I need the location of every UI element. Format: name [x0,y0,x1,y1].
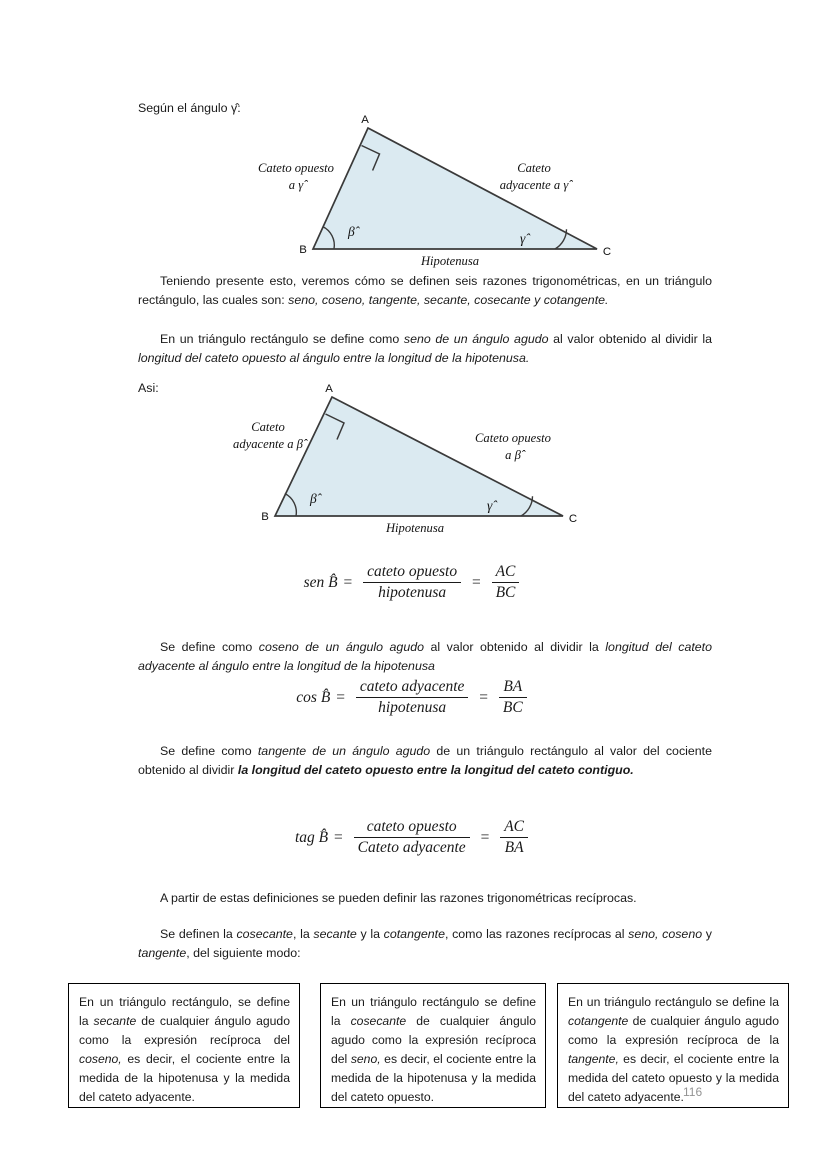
vertex-label-b: B [299,244,307,256]
paragraph-six-ratios [138,272,712,310]
vertex-label-c: C [602,246,612,258]
box2-italic-1: cosecante [350,1013,407,1028]
definition-box-secante [68,983,300,1108]
cosine-equals-2: = [479,688,489,706]
box1-italic-1: secante [93,1013,137,1028]
formula-tangent [0,818,828,857]
sine-equals-1: = [343,573,353,591]
box2-italic-2: seno, [350,1051,381,1066]
box3-italic-1: cotangente [568,1013,629,1028]
p1-text: Teniendo presente esto, veremos cómo se definen seis razones trigonométricas, en un triángulo rectángulo, las cuales son: [138,274,712,307]
figure-triangle-gamma [0,0,828,270]
p2-text-2: al valor obtenido al dividir la [548,332,712,346]
cosine-denominator: hipotenusa [356,697,469,717]
cosine-name: cos B̂ [296,688,331,706]
p4-text-2: de un triángulo rectángulo al valor del cociente obtenido al dividir [138,744,713,777]
p4-italic-1: tangente de un ángulo agudo [257,744,431,758]
formula-sine [0,563,828,602]
box1-text-1: En un triángulo rectángulo, se define la [79,995,290,1028]
p4-text-1: Se define como [160,744,258,758]
p6-italic-4: seno, coseno [628,927,703,941]
leg-opposite-label-line2: a γ̂ [288,178,304,192]
paragraph-reciprocal-intro [138,889,712,908]
triangle-beta-svg [0,385,828,540]
paragraph-cosine-definition [138,638,712,676]
vertex-label-c: C [568,513,578,525]
tangent-denominator: Cateto adyacente [354,837,470,857]
leg-adjacent-label-line1: Cateto [517,161,551,175]
p2-text-1: En un triángulo rectángulo se define como [160,332,404,346]
p6-text-3: y la [356,927,384,941]
triangle-gamma-svg [0,0,828,270]
box1-text-2: de cualquier ángulo agudo como la expresión recíproca del [79,1013,290,1047]
p2-italic-2: longitud del cateto opuesto al ángulo entre la longitud de la hipotenusa. [138,350,530,365]
tangent-equals-1: = [334,828,343,846]
sine-numerator: cateto opuesto [367,563,458,580]
box3-text-1: En un triángulo rectángulo se define la [568,995,779,1009]
cosine-numerator: cateto adyacente [359,678,465,695]
paragraph-reciprocal-list [138,925,712,963]
cosine-result-fraction [499,678,527,717]
figure-triangle-beta [0,385,828,540]
definition-box-cotangente [557,983,789,1108]
tangent-result-fraction [500,818,528,857]
p3-text-2: al valor obtenido al dividir la [424,640,606,654]
leg-opposite-label-line2: a β̂ [505,448,521,462]
p6-italic-3: cotangente [383,927,445,941]
definition-boxes-row [68,983,790,1108]
tangent-result-denominator: BA [500,837,528,857]
p6-italic-5: tangente [138,945,187,960]
p6-text-5: y [702,927,712,941]
p3-text-1: Se define como [160,640,259,654]
hypotenuse-label: Hipotenusa [420,254,480,268]
section-intro-label: Según el ángulo γ̂: [138,101,241,115]
sine-result-denominator: BC [492,582,520,602]
cosine-fraction [356,678,469,717]
paragraph-tangent-definition [138,742,712,780]
box1-text-3: es decir, el cociente entre la medida de la hipotenusa y la medida del cateto adyacente. [79,1051,290,1104]
p6-text-4: , como las razones recíprocas al [444,927,629,941]
angle-label-gamma: γ̂ [520,231,526,246]
sine-denominator: hipotenusa [363,582,461,602]
page-number: 116 [683,1085,703,1099]
tangent-fraction [354,818,470,857]
hypotenuse-label: Hipotenusa [385,521,445,535]
leg-adjacent-label-line2: adyacente a β̂ [233,437,303,451]
angle-label-gamma: γ̂ [487,498,493,513]
tangent-equals-2: = [480,828,490,846]
box3-italic-2: tangente, [568,1051,619,1066]
paragraph-sine-definition [138,330,712,368]
vertex-label-b: B [261,511,269,523]
leg-adjacent-label-line1: Cateto [251,420,285,434]
sine-result-fraction [492,563,520,602]
p3-italic-1: coseno de un ángulo agudo [258,640,424,654]
p6-text-1: Se definen la [160,927,237,941]
angle-label-beta: β̂ [310,491,317,506]
p6-italic-2: secante [313,927,357,941]
box2-text-2: de cualquier ángulo agudo como la expresión recíproca del [331,1013,536,1066]
cosine-result-denominator: BC [499,697,527,717]
sine-result-numerator: AC [495,563,516,580]
p6-text-6: , del siguiente modo: [186,945,301,960]
definition-box-cosecante [320,983,546,1108]
p6-text-2: , la [292,927,314,941]
p5-text: A partir de estas definiciones se pueden definir las razones trigonométricas recíprocas. [160,891,637,905]
box2-text-1: En un triángulo rectángulo se define la [331,995,536,1028]
p1-italic: seno, coseno, tangente, secante, cosecante y cotangente. [288,292,609,307]
box2-text-3: es decir, el cociente entre la medida de la hipotenusa y la medida del cateto opuesto. [331,1051,536,1104]
sine-name: sen B̂ [303,573,338,591]
formula-cosine [0,678,828,717]
angle-label-beta: β̂ [348,224,355,239]
box3-text-2: de cualquier ángulo agudo como la expresión recíproca de la [568,1013,779,1047]
p2-italic-1: seno de un ángulo agudo [403,332,549,346]
cosine-equals-1: = [336,688,345,706]
leg-opposite-label-line1: Cateto opuesto [258,161,334,175]
box3-text-3: es decir, el cociente entre la medida del cateto opuesto y la medida del cateto adyacente. [568,1051,779,1104]
tangent-numerator: cateto opuesto [366,818,457,835]
leg-opposite-label-line1: Cateto opuesto [475,431,551,445]
p4-bold: la longitud del cateto opuesto entre la longitud del cateto contiguo. [237,762,634,777]
p3-italic-2: longitud del cateto adyacente al ángulo entre la longitud de la hipotenusa [138,640,713,673]
tangent-result-numerator: AC [504,818,524,835]
sine-fraction [363,563,461,602]
box1-italic-2: coseno, [79,1051,122,1066]
p6-italic-1: cosecante [236,927,293,941]
cosine-result-numerator: BA [503,678,523,695]
vertex-label-a: A [325,383,333,395]
asi-label: Asi: [138,381,159,395]
tangent-name: tag B̂ [295,828,329,846]
sine-equals-2: = [471,573,481,591]
vertex-label-a: A [361,114,369,126]
leg-adjacent-label-line2: adyacente a γ̂ [499,178,569,192]
